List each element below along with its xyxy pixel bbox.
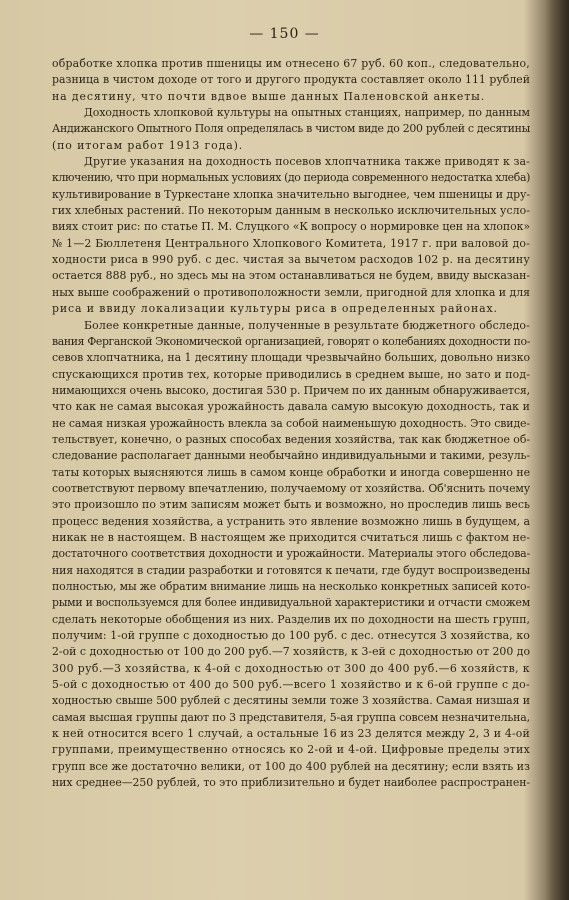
text-line: ния находятся в стадии разработки и готовятся к печати, где будут воспроизведены xyxy=(52,563,530,577)
text-line: риса и ввиду локализации культуры риса в определенных районах. xyxy=(52,302,498,316)
text-line: процесс ведения хозяйства, а устранить это явление возможно лишь в будущем, а xyxy=(52,514,530,528)
text-line: № 1—2 Бюллетеня Центрального Хлопкового Комитета, 1917 г. при валовой до- xyxy=(52,236,530,250)
text-line: получим: 1-ой группе с доходностью до 100 руб. с дес. отнесутся 3 хозяйства, ко xyxy=(52,629,530,643)
page-number: — 150 — xyxy=(249,26,320,42)
text-line: 2-ой с доходностью от 100 до 200 руб.—7 хозяйств, к 3-ей с доходностью от 200 до xyxy=(52,645,530,659)
text-line: 300 руб.—3 хозяйства, к 4-ой с доходностью от 300 до 400 руб.—6 хозяйств, к xyxy=(52,661,530,675)
text-line: Андижанского Опытного Поля определялась в чистом виде до 200 рублей с десятины xyxy=(52,122,530,136)
text-line: не самая низкая урожайность влекла за собой наименьшую доходность. Это свиде- xyxy=(52,416,530,430)
text-line: обработке хлопка против пшеницы им отнесено 67 руб. 60 коп., следовательно, xyxy=(52,57,530,70)
text-line: достаточного соответствия доходности и урожайности. Материалы этого обследова- xyxy=(52,547,530,561)
text-line: Доходность хлопковой культуры на опытных станциях, например, по данным xyxy=(84,106,530,120)
text-line: групп все же достаточно велики, от 100 до 400 рублей на десятину; если взять из xyxy=(52,759,530,773)
text-line: самая высшая группы дают по 3 представителя, 5-ая группа совсем незначительна, xyxy=(52,710,530,724)
text-line: рыми и воспользуемся для более индивидуальной характеристики и отчасти сможем xyxy=(52,596,530,610)
text-line: тельствует, конечно, о разных способах ведения хозяйства, так как бюджетное об- xyxy=(52,432,530,446)
text-line: остается 888 руб., но здесь мы на этом останавливаться не будем, ввиду высказан- xyxy=(52,269,530,283)
text-line: севов хлопчатника, на 1 десятину площади чрезвычайно больших, довольно низко xyxy=(52,351,530,365)
text-line: (по итогам работ 1913 года). xyxy=(52,138,244,152)
text-line: гих хлебных растений. По некоторым данным в несколько исключительных усло- xyxy=(52,204,530,218)
text-line: к ней относится всего 1 случай, а остальные 16 из 23 делятся между 2, 3 и 4-ой xyxy=(52,727,530,741)
text-line: на десятину, что почти вдвое выше данных Паленовской анкеты. xyxy=(52,89,486,103)
text-line: что как не самая высокая урожайность давала самую высокую доходность, так и xyxy=(52,400,530,414)
text-line: Другие указания на доходность посевов хлопчатника также приводят к за- xyxy=(84,155,530,169)
text-line: ходности риса в 990 руб. с дес. чистая за вычетом расходов 102 р. на десятину xyxy=(52,253,530,267)
text-line: ходностью свыше 500 рублей с десятины земли тоже 3 хозяйства. Самая низшая и xyxy=(52,694,530,708)
text-line: следование располагает данными необычайно индивидуальными и такими, резуль- xyxy=(52,449,530,463)
text-line: культивирование в Туркестане хлопка значительно выгоднее, чем пшеницы и дру- xyxy=(52,187,530,201)
text-line: 5-ой с доходностью от 400 до 500 руб.—всего 1 хозяйство и к 6-ой группе с до- xyxy=(52,678,530,692)
text-line: сделать некоторые обобщения из них. Разделив их по доходности на шесть групп, xyxy=(52,612,530,626)
text-line: полностью, мы же обратим внимание лишь на несколько конкретных записей кото- xyxy=(52,580,530,593)
text-line: группами, преимущественно относясь ко 2-ой и 4-ой. Цифровые пределы этих xyxy=(52,743,530,757)
page-edge-shadow xyxy=(545,0,569,900)
text-line: это произошло по этим записям может быть и возможно, но проследив лишь весь xyxy=(52,498,530,512)
text-line: нимающихся очень высоко, достигая 530 р. Причем по их данным обнаруживается, xyxy=(52,383,530,397)
text-line: ключению, что при нормальных условиях (до периода современного недостатка хлеба) xyxy=(52,171,530,185)
text-line: вания Ферганской Экономической организацией, говорят о колебаниях доходности по- xyxy=(52,334,530,348)
text-line: разница в чистом доходе от того и другого продукта составляет около 111 рублей xyxy=(52,73,530,87)
text-line: соответствуют первому впечатлению, получаемому от хозяйства. Об'яснить почему xyxy=(52,481,530,495)
text-line: спускающихся против тех, которые приводились в среднем выше, но зато и под- xyxy=(52,367,530,381)
body-text xyxy=(52,56,530,791)
text-line: Более конкретные данные, полученные в результате бюджетного обследо- xyxy=(84,318,530,332)
text-line: ных выше соображений о противоположности земли, пригодной для хлопка и для xyxy=(52,285,530,299)
text-line: них среднее—250 рублей, то это приблизительно и будет наиболее распространен- xyxy=(52,776,530,790)
text-line: никак не в настоящем. В настоящем же приходится считаться лишь с фактом не- xyxy=(52,530,530,544)
text-line: виях стоит рис: по статье П. М. Слуцкого «К вопросу о нормировке цен на хлопок» xyxy=(52,220,530,234)
text-line: таты которых выясняются лишь в самом конце обработки и иногда совершенно не xyxy=(52,465,530,479)
